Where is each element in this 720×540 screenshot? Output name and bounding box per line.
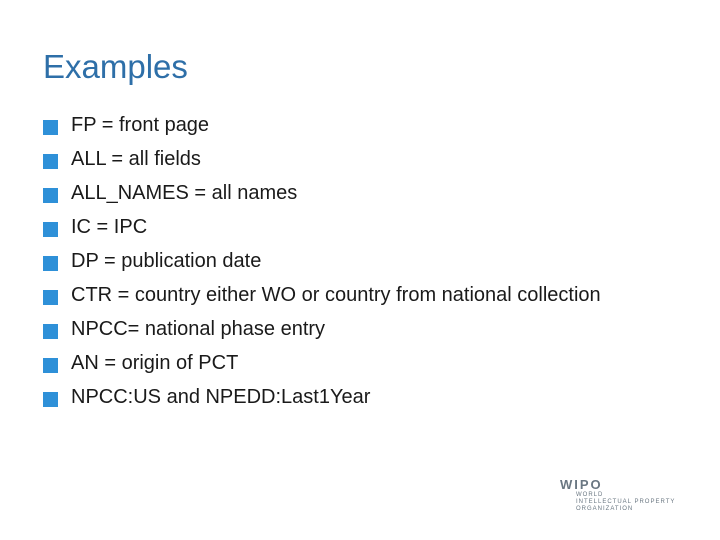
bullet-item-all [43,142,643,176]
square-bullet-icon [43,358,58,373]
square-bullet-icon [43,222,58,237]
bullet-item-npcc-us [43,380,643,414]
logo-line-organization: ORGANIZATION [576,506,634,512]
wipo-logo [560,478,700,518]
square-bullet-icon [43,290,58,305]
logo-line-intellectual-property: INTELLECTUAL PROPERTY [576,499,676,505]
bullet-text: IC = IPC [71,216,148,238]
logo-wordmark: WIPO [560,477,603,492]
square-bullet-icon [43,188,58,203]
bullet-text: AN = origin of PCT [71,352,239,374]
bullet-text: FP = front page [71,114,210,136]
bullet-item-ctr [43,278,643,312]
bullet-text: DP = publication date [71,250,262,272]
slide-title: Examples [43,48,188,85]
square-bullet-icon [43,154,58,169]
bullet-text: NPCC:US and NPEDD:Last1Year [71,386,371,408]
bullet-item-all-names [43,176,643,210]
square-bullet-icon [43,256,58,271]
bullet-text: ALL_NAMES = all names [71,182,298,204]
bullet-text: NPCC= national phase entry [71,318,326,340]
square-bullet-icon [43,120,58,135]
bullet-list [43,108,643,414]
bullet-item-dp [43,244,643,278]
square-bullet-icon [43,392,58,407]
bullet-text: ALL = all fields [71,148,201,170]
bullet-item-fp [43,108,643,142]
bullet-text: CTR = country either WO or country from national collection [71,284,601,306]
bullet-item-npcc [43,312,643,346]
logo-line-world: WORLD [576,492,604,498]
bullet-item-an [43,346,643,380]
square-bullet-icon [43,324,58,339]
bullet-item-ic [43,210,643,244]
